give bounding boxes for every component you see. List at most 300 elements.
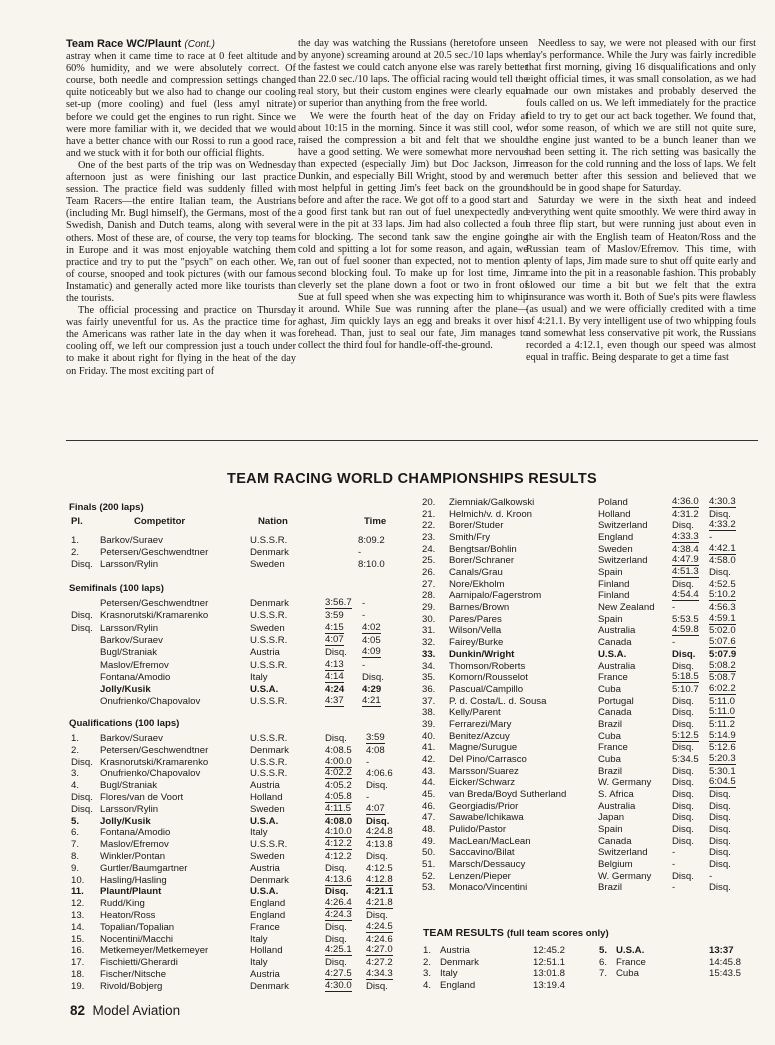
result-time-2: 4:30.3 — [709, 496, 736, 507]
result-nation: Brazil — [598, 765, 622, 777]
result-competitor: Georgiadis/Prior — [449, 800, 519, 812]
result-place: 13. — [71, 910, 85, 921]
result-competitor: Helmich/v. d. Kroon — [449, 508, 532, 520]
result-time-2: 5:07.9 — [709, 648, 737, 660]
team-nation: Denmark — [440, 956, 479, 968]
team-place: 7. — [599, 968, 608, 980]
result-time-1: 4:05.2 — [325, 780, 352, 792]
result-competitor: Plaunt/Plaunt — [100, 886, 162, 898]
result-competitor: Heaton/Ross — [100, 910, 156, 921]
result-time-2: Disq. — [709, 859, 731, 871]
result-competitor: Fairey/Burke — [449, 637, 504, 649]
result-time-1: 4:12.2 — [325, 851, 352, 862]
result-time-2: 4:09 — [362, 646, 381, 658]
result-place: Disq. — [71, 558, 93, 570]
result-time-2: 5:08.7 — [709, 672, 736, 684]
result-place: 40. — [422, 730, 436, 742]
result-competitor: Del Pino/Carrasco — [449, 753, 527, 765]
result-time-2: Disq. — [366, 910, 388, 921]
result-place: 34. — [422, 660, 436, 672]
result-time-1: 4:38.4 — [672, 543, 699, 555]
article-paragraph: the day was watching the Russians (heretofore unseen by anyone) screaming around at 20.5 sec./10 laps when the fastest we could catch anyone else was rarely better than 22.0 sec./10 laps. The official racing would tell the real story, but their custom engines were clearly equal or superior than anything from the free world. — [298, 38, 528, 110]
result-time-2: - — [366, 756, 370, 768]
result-time-1: 5:34.5 — [672, 753, 699, 765]
result-time-1: 5:10.7 — [672, 683, 699, 695]
result-nation: Poland — [598, 497, 628, 508]
result-time-1: Disq. — [325, 862, 347, 874]
result-nation: Denmark — [250, 980, 289, 992]
result-time-2: Disq. — [366, 815, 390, 827]
article-paragraph: astray when it came time to race at 0 feet altitude and 60% humidity, and we were absolutely correct. Of course, both needle and compression settings changed quite noticeably but we also had to change our cooling set-up (more cooling) and fuel (less amyl nitrate) before we could get the engines to run right. Since we were more familiar with it, we decided that we would have a better chance with our Rossi to run a good race, and we stuck with it for both our official flights. — [66, 51, 296, 159]
result-competitor: Eicker/Schwarz — [449, 777, 516, 789]
result-place: 1. — [71, 733, 80, 744]
result-nation: Austria — [250, 969, 280, 980]
result-time-2: 4:05 — [362, 634, 381, 646]
article-heading: Team Race WC/Plaunt (Cont.) — [66, 38, 215, 50]
result-nation: New Zealand — [598, 602, 655, 614]
result-time-2: 4:12.8 — [366, 873, 393, 885]
result-time-2: 4:02 — [362, 621, 381, 633]
team-place: 6. — [599, 956, 608, 968]
result-competitor: Pulido/Pastor — [449, 824, 507, 836]
result-time-1: Disq. — [672, 520, 694, 532]
team-nation: Cuba — [616, 968, 639, 980]
result-place: 33. — [422, 648, 436, 660]
result-nation: England — [250, 898, 286, 910]
result-time-2: 4:07 — [366, 802, 385, 814]
result-time-2: Disq. — [366, 851, 388, 862]
header-competitor: Competitor — [134, 516, 186, 527]
result-nation: Sweden — [250, 803, 285, 815]
result-nation: U.S.A. — [250, 684, 279, 696]
result-time-1: - — [672, 847, 676, 859]
result-time-2: Disq. — [366, 780, 388, 792]
result-nation: England — [250, 910, 286, 921]
result-time-2: Disq. — [362, 671, 384, 683]
result-nation: Portugal — [598, 695, 634, 707]
result-time-1: - — [672, 602, 676, 614]
result-nation: Holland — [598, 508, 631, 520]
result-place: 28. — [422, 590, 436, 602]
result-time-2: 4:56.3 — [709, 602, 736, 614]
result-time-1: 4:27.5 — [325, 968, 352, 979]
result-time-1: 5:53.5 — [672, 613, 699, 625]
result-nation: England — [598, 532, 634, 544]
result-nation: Australia — [598, 625, 636, 637]
result-time-1: 5:12.5 — [672, 729, 699, 741]
result-time-2: 4:34.3 — [366, 968, 393, 979]
result-time-1: 4:15 — [325, 621, 344, 633]
result-place: 26. — [422, 567, 436, 579]
result-place: 22. — [422, 520, 436, 532]
result-nation: Finland — [598, 578, 630, 590]
page-number: 82 — [70, 1003, 86, 1018]
result-place: 45. — [422, 789, 436, 800]
result-time-2: Disq. — [709, 812, 731, 824]
result-nation: S. Africa — [598, 789, 634, 800]
result-time-2: 5:08.2 — [709, 659, 736, 671]
result-competitor: Hasling/Hasling — [100, 874, 167, 886]
result-time-1: 4:14 — [325, 670, 344, 682]
result-nation: Spain — [598, 824, 623, 836]
result-nation: Cuba — [598, 730, 621, 742]
result-place: Disq. — [71, 610, 93, 622]
result-nation: Italy — [250, 933, 268, 945]
result-time-2: 4:06.6 — [366, 768, 393, 780]
result-time-1: 4:51.3 — [672, 566, 699, 578]
result-nation: Austria — [250, 862, 280, 874]
result-time-2: 4:24.5 — [366, 920, 393, 932]
result-place: 47. — [422, 812, 436, 824]
result-nation: U.S.S.R. — [250, 610, 288, 622]
result-competitor: Magne/Surugue — [449, 742, 518, 754]
result-time-1: 4:00.0 — [325, 755, 352, 767]
result-nation: Denmark — [250, 598, 289, 609]
result-competitor: Larsson/Rylin — [100, 622, 159, 634]
result-place: 11. — [71, 886, 84, 898]
result-nation: Canada — [598, 707, 632, 719]
result-nation: Denmark — [250, 874, 289, 886]
result-time-1: 4:47.9 — [672, 554, 699, 566]
result-competitor: Fontana/Amodio — [100, 827, 171, 839]
team-score: 13:01.8 — [533, 968, 566, 980]
result-nation: Austria — [250, 647, 280, 659]
result-time-1: 4:37 — [325, 695, 344, 707]
result-nation: Spain — [598, 567, 623, 579]
result-time-2: - — [366, 792, 370, 803]
result-time-1: Disq. — [325, 886, 349, 898]
result-place: 36. — [422, 683, 436, 695]
result-place: Disq. — [71, 622, 93, 634]
result-competitor: Larsson/Rylin — [100, 803, 159, 815]
result-competitor: Monaco/Vincentini — [449, 882, 528, 894]
article-paragraph: The official processing and practice on Thursday was fairly uneventful for us. As the practice time for the Americans was rather late in the day when it was cooling off, we left our compression just a touch under to make it about right for flying in the heat of the day on Friday. The most exciting part of — [66, 305, 296, 377]
result-place: 10. — [71, 874, 85, 886]
article-paragraph: Needless to say, we were not pleased with our first day's performance. While the Jury was fairly incredible that first morning, giving 16 disqualifications and only eight official times, it was small consolation, as we had made our own mistakes and probably deserved the fouls called on us. We left immediately for the practice field to try to get our act back together. We found that, for some reason, of which we are still not quite sure, the engine just wanted to be a bunch leaner than we had been setting it. The rich setting was basically the reason for the cold running and the loss of laps. We felt much better after this session and believed that we should be in good shape for Saturday. — [526, 38, 756, 195]
team-nation: Austria — [440, 945, 470, 956]
result-nation: Austria — [250, 780, 280, 792]
result-time-2: - — [362, 659, 366, 671]
result-competitor: Borer/Studer — [449, 520, 504, 532]
section-divider — [66, 440, 758, 441]
result-nation: Canada — [598, 637, 632, 649]
result-time-1: Disq. — [672, 718, 694, 730]
result-time-1: 4:30.0 — [325, 979, 352, 991]
result-time-2: 4:12.5 — [366, 862, 393, 874]
result-time-2: Disq. — [709, 800, 731, 812]
result-time-1: 4:24 — [325, 684, 345, 696]
result-time-2: 3:59 — [366, 732, 385, 743]
result-nation: Sweden — [598, 543, 633, 555]
result-time-2: Disq. — [709, 789, 731, 800]
semifinals-label: Semifinals (100 laps) — [69, 583, 164, 594]
article-column-1 — [66, 38, 296, 438]
result-competitor: Ziemniak/Galkowski — [449, 497, 535, 508]
result-nation: Spain — [598, 613, 623, 625]
team-place: 2. — [423, 956, 432, 968]
result-time-1: 4:36.0 — [672, 496, 699, 507]
result-time-2: Disq. — [709, 882, 731, 894]
result-nation: U.S.S.R. — [250, 768, 288, 780]
team-score: 13:37 — [709, 945, 734, 956]
result-time-2: 5:30.1 — [709, 765, 736, 777]
result-nation: Holland — [250, 792, 283, 803]
team-score: 12:51.1 — [533, 956, 566, 968]
result-time-2: - — [709, 870, 713, 882]
team-place: 5. — [599, 945, 608, 956]
result-competitor: Sawabe/Ichikawa — [449, 812, 524, 824]
result-time-2: 4:24.6 — [366, 933, 393, 945]
result-competitor: Topalian/Topalian — [100, 921, 175, 933]
result-place: 32. — [422, 637, 436, 649]
result-nation: Sweden — [250, 851, 285, 862]
result-time-2: 4:29 — [362, 684, 382, 696]
team-score: 13:19.4 — [533, 979, 566, 991]
result-time-2: 5:02.0 — [709, 625, 736, 637]
header-place: Pl. — [71, 516, 83, 527]
result-time-1: 4:08.5 — [325, 744, 352, 756]
magazine-name: Model Aviation — [92, 1003, 181, 1018]
article-paragraph: One of the best parts of the trip was on Wednesday afternoon just as were finishing our last practice session. The practice field was suddenly filled with Team Racers—the entire Italian team, the Austrians (including Mr. Bugl himself), the Germans, most of the Swedish, Danish and Dutch teams, along with several others. Most of these are, of course, the very top teams in Europe and it was most enjoyable watching them practice and try to put the "psych" on each other. We, of course, snooped and took pictures (with our famous Instamatic) and generally acted more like tourists than the tourists. — [66, 159, 296, 304]
result-nation: Australia — [598, 660, 636, 672]
result-nation: U.S.S.R. — [250, 839, 288, 851]
result-place: 3. — [71, 768, 80, 780]
result-competitor: Pares/Pares — [449, 613, 502, 625]
result-time-1: Disq. — [672, 870, 694, 882]
result-time-2: 4:21 — [362, 695, 381, 707]
result-competitor: Barnes/Brown — [449, 602, 510, 614]
result-place: 25. — [422, 555, 436, 567]
result-time-1: 4:54.4 — [672, 589, 699, 601]
result-time-1: 4:31.2 — [672, 508, 699, 520]
result-place: 5. — [71, 815, 80, 827]
result-time-1: Disq. — [325, 957, 347, 969]
result-time-1: Disq. — [325, 733, 347, 744]
finals-label: Finals (200 laps) — [69, 502, 144, 513]
result-competitor: Jolly/Kusik — [100, 815, 151, 827]
article-column-3 — [526, 38, 756, 438]
team-score: 14:45.8 — [709, 956, 742, 968]
result-nation: Denmark — [250, 744, 289, 756]
result-nation: Sweden — [250, 558, 285, 570]
result-time-2: 4:59.1 — [709, 612, 736, 624]
result-competitor: MacLean/MacLean — [449, 835, 531, 847]
result-place: 41. — [422, 742, 436, 754]
result-nation: Belgium — [598, 859, 633, 871]
result-competitor: Nore/Ekholm — [449, 578, 505, 590]
result-time-2: 4:27.0 — [366, 944, 393, 956]
result-nation: U.S.S.R. — [250, 634, 288, 646]
article-paragraph: Saturday we were in the sixth heat and indeed everything went quite smoothly. We were third away in a three flip start, but were running just about even in the air with the English team of Heaton/Ross and the Russian team of Maslov/Efremov. This time, with plenty of laps, Jim made sure to shut off quite early and came into the pit in a reasonable fashion. This probably slowed our time a bit but we felt that the extra insurance was worth it. Both of Sue's pits were flawless (as usual) and we were officially credited with a time of 4:21.1. By very intelligent use of two whipping fouls and somewhat less conservative pit work, the Russians recorded a 4:12.1, even though our speed was almost equal in traffic. Being desparate to get a time fast — [526, 195, 756, 364]
result-place: 42. — [422, 753, 436, 765]
result-time-1: 4:05.8 — [325, 791, 352, 802]
result-competitor: Barkov/Suraev — [100, 634, 163, 646]
team-place: 3. — [423, 968, 432, 980]
result-time-1: 4:33.3 — [672, 531, 699, 543]
result-time-2: 4:33.2 — [709, 519, 736, 531]
result-place: 15. — [71, 933, 85, 945]
article-paragraph: We were the fourth heat of the day on Friday at about 10:15 in the morning. Since it was still cool, we raised the compression a bit and felt that we should have a good setting. We were somewhat more nervous than expected (especially Jim) but Doc Jackson, Jim Dunkin, and especially Bill Wright, stood by and were most helpful in getting Jim's feet back on the ground before and after the race. We got off to a good start and a good first tank but ran out of fuel unexpectedly and were in the pit at 33 laps. Jim had also collected a foul for blocking. The second tank saw the engine going cold and spitting a lot for some reason, and again, we ran out of fuel sooner than expected, not to mention a second blocking foul. To make up for lost time, Jim cleverly set the plane down a foot or two in front of Sue at full speed when she was expecting him to whip it around. While Sue was running after the plane—aghast, Jim quickly lays an egg and breaks it over his forehead. Than, just to seal our fate, Jim manages to collect the third foul for handle-off-the-ground. — [298, 110, 528, 352]
result-time-1: 4:24.3 — [325, 909, 352, 920]
result-nation: Switzerland — [598, 555, 648, 567]
result-competitor: Wilson/Vella — [449, 625, 502, 637]
result-nation: France — [598, 672, 628, 684]
result-competitor: Metkemeyer/Metkemeyer — [100, 945, 209, 957]
result-nation: Australia — [598, 800, 636, 812]
result-competitor: Dunkin/Wright — [449, 648, 515, 660]
result-nation: U.S.S.R. — [250, 535, 288, 546]
header-time: Time — [364, 516, 387, 527]
result-nation: Japan — [598, 812, 625, 824]
result-nation: Switzerland — [598, 520, 648, 532]
result-nation: Brazil — [598, 882, 622, 894]
page-footer — [70, 1003, 180, 1018]
result-place: 52. — [422, 870, 436, 882]
result-time-2: Disq. — [709, 508, 731, 520]
result-time-1: Disq. — [672, 835, 694, 847]
result-place: 29. — [422, 602, 436, 614]
result-nation: U.S.S.R. — [250, 659, 288, 671]
result-nation: Denmark — [250, 546, 289, 558]
result-competitor: Petersen/Geschwendtner — [100, 546, 209, 558]
result-competitor: Onufrienko/Chapovalov — [100, 768, 201, 780]
results-title: TEAM RACING WORLD CHAMPIONSHIPS RESULTS — [227, 471, 597, 487]
team-place: 1. — [423, 945, 432, 956]
result-place: Disq. — [71, 792, 93, 803]
result-time-2: 5:10.2 — [709, 589, 736, 601]
result-competitor: Jolly/Kusik — [100, 684, 151, 696]
result-competitor: van Breda/Boyd Sutherland — [449, 789, 567, 800]
result-time-2: 4:42.1 — [709, 542, 736, 554]
result-competitor: Pascual/Campillo — [449, 683, 524, 695]
result-competitor: Komorn/Rousselot — [449, 672, 528, 684]
result-place: 50. — [422, 847, 436, 859]
team-nation: England — [440, 979, 476, 991]
result-competitor: Fischer/Nitsche — [100, 969, 167, 980]
result-competitor: Kelly/Parent — [449, 707, 501, 719]
result-place: 53. — [422, 882, 436, 894]
result-competitor: Bengtsar/Bohlin — [449, 543, 517, 555]
result-time-2: 4:58.0 — [709, 555, 736, 567]
result-time-1: 4:13.6 — [325, 873, 352, 885]
result-competitor: Marsch/Dessaucy — [449, 859, 526, 871]
result-place: 48. — [422, 824, 436, 836]
result-time-1: Disq. — [672, 742, 694, 754]
result-competitor: Bugl/Straniak — [100, 647, 158, 659]
result-time-1: Disq. — [672, 695, 694, 707]
result-competitor: Borer/Schraner — [449, 555, 515, 567]
result-time-2: 5:14.9 — [709, 729, 736, 741]
result-competitor: Thomson/Roberts — [449, 660, 526, 672]
result-competitor: Krasnorutski/Kramarenko — [100, 610, 209, 622]
result-place: 19. — [71, 980, 85, 992]
team-nation: France — [616, 956, 646, 968]
result-competitor: Maslov/Efremov — [100, 839, 169, 851]
result-time-1: 5:18.5 — [672, 671, 699, 683]
result-time-1: 3:59 — [325, 610, 344, 622]
result-place: 1. — [71, 535, 80, 546]
result-time-2: 4:21.8 — [366, 897, 393, 909]
result-place: 24. — [422, 543, 436, 555]
result-competitor: Ferrarezi/Mary — [449, 718, 512, 730]
result-competitor: Onufrienko/Chapovalov — [100, 696, 201, 708]
result-competitor: Petersen/Geschwendtner — [100, 598, 209, 609]
article-column-2 — [298, 38, 528, 438]
result-time-1: 8:09.2 — [358, 535, 385, 546]
result-place: Disq. — [71, 756, 93, 768]
result-time-2: Disq. — [366, 980, 388, 992]
result-place: 4. — [71, 780, 80, 792]
result-nation: U.S.A. — [250, 886, 279, 898]
result-place: 14. — [71, 921, 85, 933]
result-competitor: Canals/Grau — [449, 567, 503, 579]
result-time-1: 4:10.0 — [325, 826, 352, 838]
result-competitor: Nocentini/Macchi — [100, 933, 174, 945]
result-nation: Sweden — [250, 622, 285, 634]
result-time-2: 6:04.5 — [709, 776, 736, 788]
result-place: 38. — [422, 707, 436, 719]
result-time-1: 4:07 — [325, 633, 344, 645]
result-place: 16. — [71, 945, 85, 957]
result-time-2: Disq. — [709, 824, 731, 836]
result-time-1: - — [358, 546, 362, 558]
result-time-2: Disq. — [709, 847, 731, 859]
team-score: 12:45.2 — [533, 945, 566, 956]
result-place: 27. — [422, 578, 436, 590]
result-time-2: 5:11.0 — [709, 706, 735, 718]
result-place: 9. — [71, 862, 80, 874]
result-nation: U.S.A. — [598, 648, 627, 660]
result-time-2: 4:52.5 — [709, 578, 736, 590]
result-place: 23. — [422, 532, 436, 544]
result-place: 46. — [422, 800, 436, 812]
result-nation: U.S.S.R. — [250, 696, 288, 708]
result-competitor: Rivold/Bobjerg — [100, 980, 163, 992]
result-time-1: 4:25.1 — [325, 944, 352, 956]
result-nation: Brazil — [598, 718, 622, 730]
result-competitor: Petersen/Geschwendtner — [100, 744, 209, 756]
result-time-2: Disq. — [709, 567, 731, 579]
qualifications-label: Qualifications (100 laps) — [69, 718, 180, 729]
result-nation: U.S.S.R. — [250, 733, 288, 744]
result-nation: Italy — [250, 957, 268, 969]
team-score: 15:43.5 — [709, 968, 742, 980]
result-time-1: - — [672, 882, 676, 894]
result-nation: Holland — [250, 945, 283, 957]
result-nation: U.S.A. — [250, 815, 279, 827]
result-time-1: 4:02.2 — [325, 767, 352, 779]
result-place: 30. — [422, 613, 436, 625]
result-competitor: Fischietti/Gherardi — [100, 957, 178, 969]
result-place: 49. — [422, 835, 436, 847]
result-time-2: 5:11.2 — [709, 718, 735, 730]
result-nation: Canada — [598, 835, 632, 847]
result-place: 6. — [71, 827, 80, 839]
result-time-1: Disq. — [672, 800, 694, 812]
result-time-2: 4:27.2 — [366, 957, 393, 969]
result-competitor: Aarnipalo/Fagerstrom — [449, 590, 542, 602]
result-time-1: Disq. — [325, 647, 347, 659]
result-time-1: Disq. — [672, 812, 694, 824]
result-place: Disq. — [71, 803, 93, 815]
result-place: 43. — [422, 765, 436, 777]
result-place: 20. — [422, 497, 436, 508]
result-time-2: 6:02.2 — [709, 682, 736, 694]
result-competitor: Marsson/Suarez — [449, 765, 519, 777]
team-results-title: TEAM RESULTS (full team scores only) — [423, 927, 609, 939]
result-place: 31. — [422, 625, 436, 637]
result-place: 44. — [422, 777, 436, 789]
